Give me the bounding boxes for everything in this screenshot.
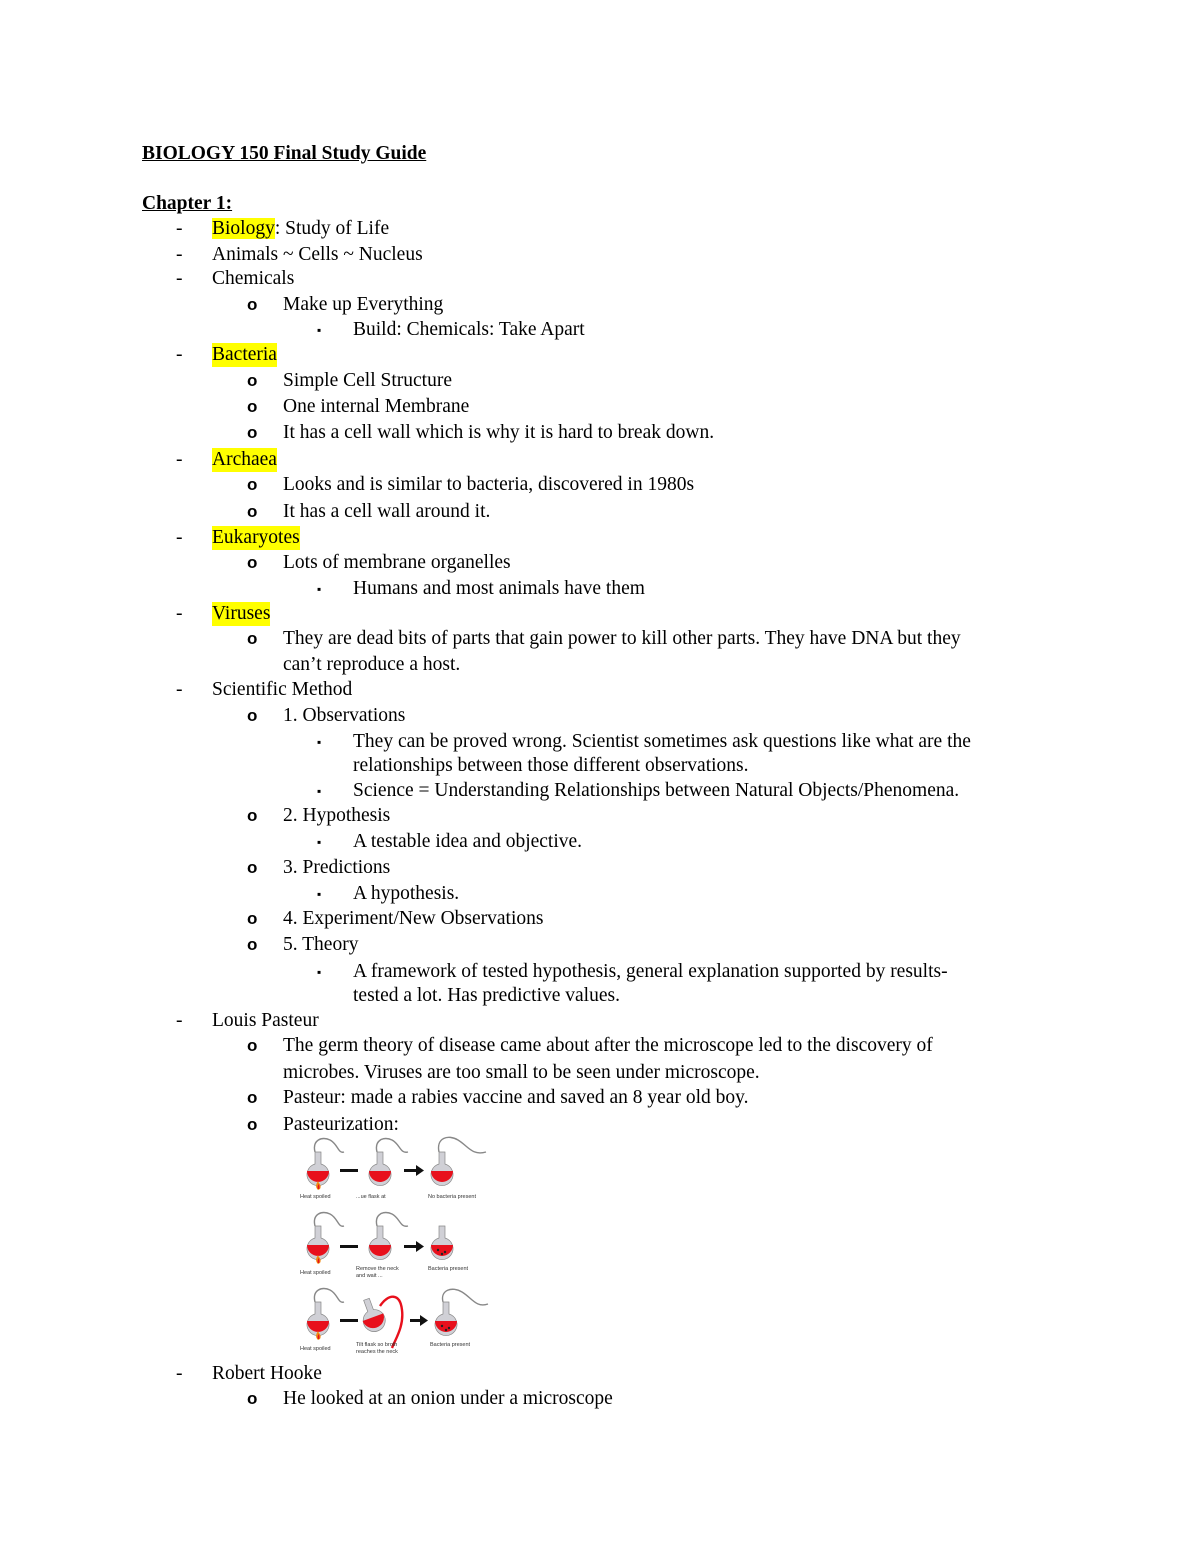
square-bullet: ▪ [317,784,322,798]
highlighted-term: Viruses [212,603,271,624]
item-text: It has a cell wall which is why it is hard to break down. [283,422,715,443]
item-text: 1. Observations [283,705,406,726]
dash-bullet: - [176,603,183,624]
item-text: Louis Pasteur [212,1010,319,1031]
item-text: 2. Hypothesis [283,805,391,826]
item-text-continued: can’t reproduce a host. [283,654,461,675]
circle-bullet: o [247,475,258,494]
highlighted-term: Bacteria [212,344,277,365]
item-text: Pasteur: made a rabies vaccine and saved an 8 year old boy. [283,1087,749,1108]
item-text: 4. Experiment/New Observations [283,908,544,929]
caption: Heat spoiled [300,1194,331,1200]
circle-bullet: o [247,1115,258,1134]
square-bullet: ▪ [317,887,322,901]
item-text: Lots of membrane organelles [283,552,511,573]
circle-bullet: o [247,706,258,725]
diagram-row-2 [300,1213,469,1280]
square-bullet: ▪ [317,735,322,749]
caption: and wait ... [356,1273,383,1279]
caption: No bacteria present [428,1194,476,1200]
item-text: A testable idea and objective. [353,831,583,852]
circle-bullet: o [247,629,258,648]
caption: Bacteria present [430,1342,471,1348]
circle-bullet: o [247,1036,258,1055]
circle-bullet: o [247,909,258,928]
item-text: 3. Predictions [283,857,391,878]
circle-bullet: o [247,423,258,442]
dash-bullet: - [176,1363,183,1384]
item-text: Pasteurization: [283,1114,399,1135]
chapter-heading: Chapter 1: [142,193,233,214]
circle-bullet: o [247,553,258,572]
square-bullet: ▪ [317,965,322,979]
document-title: BIOLOGY 150 Final Study Guide [142,143,427,164]
diagram-row-3 [300,1289,488,1356]
circle-bullet: o [247,397,258,416]
caption: reaches the neck [356,1349,398,1355]
diagram-row-1 [300,1137,486,1200]
circle-bullet: o [247,1389,258,1408]
dash-bullet: - [176,268,183,289]
item-text: They can be proved wrong. Scientist sometimes ask questions like what are the [353,731,971,752]
circle-bullet: o [247,858,258,877]
item-text: Animals ~ Cells ~ Nucleus [212,244,423,265]
dash-bullet: - [176,218,183,239]
item-text: Humans and most animals have them [353,578,645,599]
item-text: 5. Theory [283,934,359,955]
highlighted-term: Eukaryotes [212,527,300,548]
square-bullet: ▪ [317,323,322,337]
square-bullet: ▪ [317,582,322,596]
dash-bullet: - [176,449,183,470]
caption: ...ue flask at [356,1194,386,1200]
item-text-continued: relationships between those different observations. [353,755,749,776]
item-text: One internal Membrane [283,396,470,417]
item-text: Science = Understanding Relationships between Natural Objects/Phenomena. [353,780,960,801]
item-text: Looks and is similar to bacteria, discovered in 1980s [283,474,695,495]
circle-bullet: o [247,1088,258,1107]
caption: Tilt flask so broth [356,1342,398,1348]
circle-bullet: o [247,935,258,954]
dash-bullet: - [176,679,183,700]
item-text-continued: tested a lot. Has predictive values. [353,985,620,1006]
dash-bullet: - [176,244,183,265]
highlighted-term: Archaea [212,449,277,470]
item-text: He looked at an onion under a microscope [283,1388,613,1409]
item-text: Make up Everything [283,294,444,315]
highlighted-term: Biology [212,218,275,239]
item-text: Build: Chemicals: Take Apart [353,319,585,340]
circle-bullet: o [247,502,258,521]
caption: Heat spoiled [300,1270,331,1276]
item-text: A framework of tested hypothesis, general explanation supported by results- [353,961,948,982]
item-text: Robert Hooke [212,1363,322,1384]
item-text: Scientific Method [212,679,353,700]
caption: Remove the neck [356,1266,399,1272]
pasteurization-diagram [296,1134,492,1358]
circle-bullet: o [247,295,258,314]
caption: Bacteria present [428,1266,469,1272]
dash-bullet: - [176,344,183,365]
square-bullet: ▪ [317,835,322,849]
dash-bullet: - [176,527,183,548]
item-text: They are dead bits of parts that gain power to kill other parts. They have DNA but they [283,628,961,649]
item-text: It has a cell wall around it. [283,501,491,522]
item-text: : Study of Life [274,218,390,239]
item-text: Simple Cell Structure [283,370,452,391]
circle-bullet: o [247,371,258,390]
item-text-continued: microbes. Viruses are too small to be seen under microscope. [283,1062,760,1083]
circle-bullet: o [247,806,258,825]
item-text: Chemicals [212,268,295,289]
item-text: The germ theory of disease came about after the microscope led to the discovery of [283,1035,933,1056]
caption: Heat spoiled [300,1346,331,1352]
dash-bullet: - [176,1010,183,1031]
item-text: A hypothesis. [353,883,460,904]
